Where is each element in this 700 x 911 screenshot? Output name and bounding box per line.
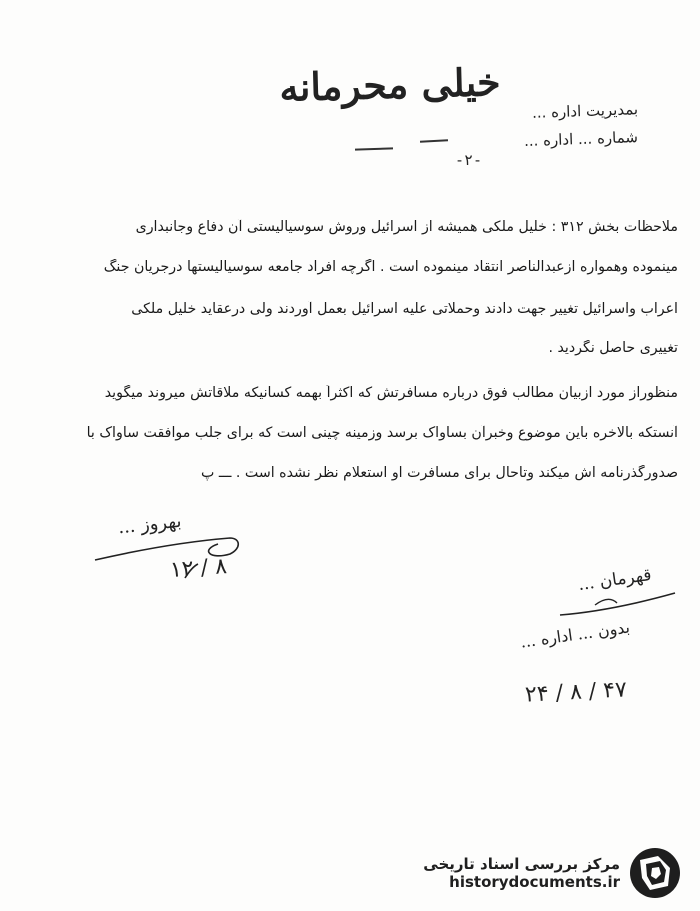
reference-line-2: شماره ... اداره ... [523,128,639,150]
archive-watermark [423,843,682,903]
signature-right-title: بدون ... اداره ... [519,617,632,652]
document-heading: خیلی محرمانه [278,59,502,110]
body-line: صدورگذرنامه اش میکند وتاحال برای مسافرت او استعلام نظر نشده است . ـــ پ [201,465,678,481]
handwritten-stroke [420,139,448,142]
body-line: منظوراز مورد ازبیان مطالب فوق درباره مسافرتش که اکثراً بهمه کسانیکه ملاقاتش میروند میگوید [104,385,678,401]
body-line: تغییری حاصل نگردید . [548,340,678,356]
archive-logo-icon [628,846,682,900]
signature-left-scribble [90,520,250,590]
signature-right-date: ۲۴ / ۸ / ۴۷ [524,677,628,708]
body-line: آنستکه بالاخره باین موضوع وخبرآن بساواک برسد وزمینه چینی است که برای جلب موافقت ساواک با [86,425,678,441]
signature-right-name: قهرمان ... [576,564,653,596]
page-number: -۲- [455,151,483,169]
signature-left-date: ۱۲ / ۸ [169,554,228,583]
watermark-url: historydocuments.ir [449,873,620,891]
body-line: ملاحظات بخش ۳۱۲ : خلیل ملکی همیشه از اسرائیل وروش سوسیالیستی آن دفاع وجانبداری [135,219,678,235]
signature-left-name: بهروز ... [117,510,183,539]
watermark-name: مرکز بررسی اسناد تاریخی [423,855,620,873]
handwritten-stroke [355,147,393,150]
body-line: مینموده وهمواره ازعبدالناصر انتقاد مینموده است . اگرچه افراد جامعه سوسیالیستها درجریان جنگ [103,259,678,275]
body-line: اعراب واسرائیل تغییر جهت دادند وحملاتی علیه اسرائیل بعمل آوردند ولی درعقاید خلیل ملکی [131,301,678,317]
reference-line-1: بمدیریت اداره ... [531,100,639,122]
